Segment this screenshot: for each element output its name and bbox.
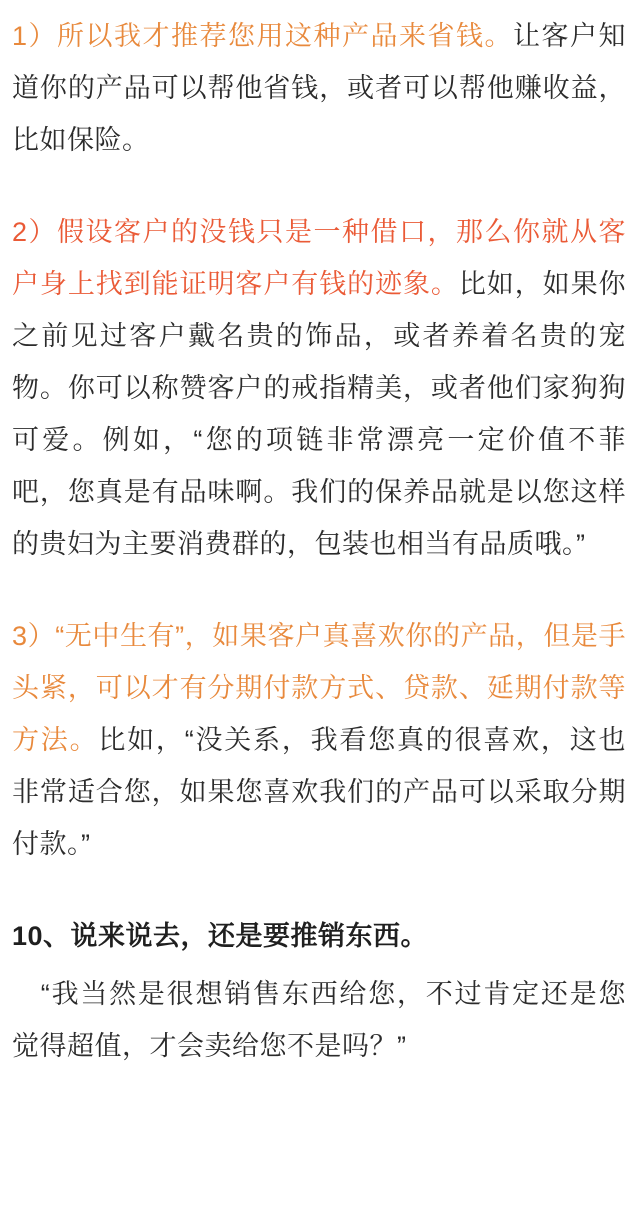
paragraph-spacer [12, 876, 626, 910]
paragraph-item-3 [12, 610, 626, 870]
highlight-text-orange: 1）所以我才推荐您用这种产品来省钱。 [12, 21, 514, 51]
highlight-text-red: 2）假设客户的没钱只是一种借口，那么你就从客户身上找到能证明客户有钱的迹象。 [12, 217, 626, 299]
highlight-text-orange: 3）“无中生有”，如果客户真喜欢你的产品，但是手头紧，可以才有分期付款方式、贷款、延期付款等方法。 [12, 621, 626, 755]
body-text: 让客户知道你的产品可以帮他省钱，或者可以帮他赚收益，比如保险。 [12, 21, 627, 155]
body-text: “我当然是很想销售东西给您，不过肯定还是您觉得超值，才会卖给您不是吗？” [12, 979, 626, 1061]
paragraph-item-10-body [12, 968, 626, 1072]
section-heading-10 [12, 910, 626, 962]
paragraph-item-1 [12, 10, 626, 166]
paragraph-item-2 [12, 206, 626, 570]
body-text: 比如，如果你之前见过客户戴名贵的饰品，或者养着名贵的宠物。你可以称赞客户的戒指精美，或者他们家狗狗可爱。例如，“您的项链非常漂亮一定价值不菲吧，您真是有品味啊。我们的保养品就是以您这样的贵妇为主要消费群的，包装也相当有品质哦。” [12, 269, 627, 559]
paragraph-spacer [12, 576, 626, 610]
paragraph-spacer [12, 172, 626, 206]
heading-text: 10、说来说去，还是要推销东西。 [12, 921, 429, 951]
body-text: 比如，“没关系，我看您真的很喜欢，这也非常适合您，如果您喜欢我们的产品可以采取分期付款。” [12, 725, 626, 859]
